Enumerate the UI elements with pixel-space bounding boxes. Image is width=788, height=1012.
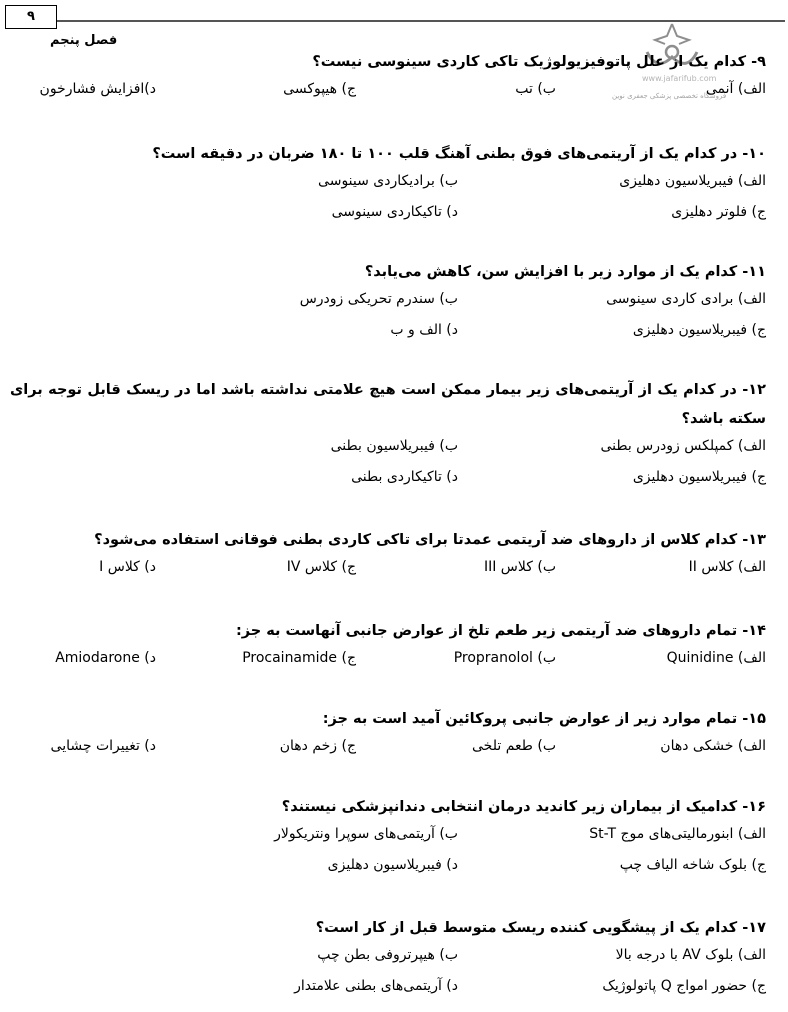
answer-option: ب) طعم تلخی <box>472 738 556 754</box>
question-15 <box>10 705 766 765</box>
question-title: ۱۳- کدام کلاس از داروهای ضد آریتمی عمدتا برای تاکی کاردی بطنی فوقانی استفاده می‌شود؟ <box>94 532 766 548</box>
answer-option: ج) Procainamide <box>242 650 356 666</box>
answer-option: الف) برادی کاردی سینوسی <box>606 291 766 307</box>
answer-option: الف) آنمی <box>705 81 766 97</box>
answer-option: ب) هیپرتروفی بطن چپ <box>317 947 458 963</box>
options-row <box>10 974 766 1005</box>
answer-option: ج) فلوتر دهلیزی <box>671 204 766 220</box>
answer-option: ج) فیبریلاسیون دهلیزی <box>632 469 766 485</box>
answer-option: د) فیبریلاسیون دهلیزی <box>327 857 458 873</box>
answer-option: د) تاکیکاردی سینوسی <box>331 204 458 220</box>
answer-option: د) کلاس I <box>99 559 156 575</box>
answer-option: د) تاکیکاردی بطنی <box>351 469 458 485</box>
options-row <box>10 853 766 884</box>
question-16 <box>10 793 766 884</box>
answer-option: ب) برادیکاردی سینوسی <box>318 173 458 189</box>
page-number: ۹ <box>5 5 57 29</box>
question-9 <box>10 48 766 108</box>
question-14 <box>10 617 766 677</box>
answer-option: الف) فیبریلاسیون دهلیزی <box>619 173 766 189</box>
question-title: ۱۵- تمام موارد زیر از عوارض جانبی پروکائین آمید است به جز: <box>322 711 766 727</box>
question-title: ۱۴- تمام داروهای ضد آریتمی زیر طعم تلخ از عوارض جانبی آنهاست به جز: <box>235 623 766 639</box>
answer-option: ج) زخم دهان <box>279 738 356 754</box>
answer-option: ج) حضور امواج Q پاتولوژیک <box>602 978 766 994</box>
answer-option: الف) کلاس II <box>688 559 766 575</box>
answer-option: ب) Propranolol <box>453 650 556 666</box>
question-11 <box>10 258 766 349</box>
options-row <box>10 434 766 465</box>
options-row <box>10 465 766 496</box>
answer-option: الف) بلوک AV با درجه بالا <box>615 947 766 963</box>
answer-option: ج) فیبریلاسیون دهلیزی <box>632 322 766 338</box>
question-12 <box>10 376 766 496</box>
answer-option: ب) سندرم تحریکی زودرس <box>299 291 458 307</box>
answer-option: الف) کمپلکس زودرس بطنی <box>600 438 766 454</box>
answer-option: الف) ابنورمالیتی‌های موج St-T <box>589 826 766 842</box>
question-title: ۱۰- در کدام یک از آریتمی‌های فوق بطنی آهنگ قلب ۱۰۰ تا ۱۸۰ ضربان در دقیقه است؟ <box>152 146 766 162</box>
answer-option: ج) هیپوکسی <box>283 81 356 97</box>
answer-option: د) آریتمی‌های بطنی علامتدار <box>294 978 458 994</box>
answer-option: ب) تب <box>515 81 556 97</box>
answer-option: ج) کلاس IV <box>286 559 356 575</box>
question-title: ۱۶- کدامیک از بیماران زیر کاندید درمان انتخابی دندانپزشکی نیستند؟ <box>281 799 766 815</box>
question-title: ۱۲- در کدام یک از آریتمی‌های زیر بیمار ممکن است هیچ علامتی نداشته باشد اما در ریسک قابل توجه برای سکته باشد؟ <box>10 382 766 427</box>
answer-option: ب) فیبریلاسیون بطنی <box>330 438 458 454</box>
logo-url: www.jafarifub.com <box>642 74 717 83</box>
answer-option: الف) خشکی دهان <box>660 738 766 754</box>
options-row <box>10 169 766 200</box>
question-title: ۱۷- کدام یک از پیشگویی کننده ریسک متوسط قبل از کار است؟ <box>315 920 766 936</box>
answer-option: ب) کلاس III <box>483 559 556 575</box>
options-row <box>10 734 766 765</box>
question-title: ۹- کدام یک از علل پاتوفیزیولوژیک تاکی کاردی سینوسی نیست؟ <box>312 54 766 70</box>
answer-option: د) تغییرات چشایی <box>50 738 156 754</box>
answer-option: د) Amiodarone <box>55 650 156 666</box>
options-row <box>10 77 766 108</box>
answer-option: ج) بلوک شاخه الیاف چپ <box>619 857 766 873</box>
chapter-title: فصل پنجم <box>50 33 118 48</box>
options-row <box>10 318 766 349</box>
options-row <box>10 287 766 318</box>
question-title: ۱۱- کدام یک از موارد زیر با افزایش سن، کاهش می‌یابد؟ <box>364 264 766 280</box>
answer-option: د)افزایش فشارخون <box>39 81 156 97</box>
options-row <box>10 555 766 586</box>
question-17 <box>10 914 766 1005</box>
answer-option: ب) آریتمی‌های سوپرا ونتریکولار <box>274 826 458 842</box>
options-row <box>10 200 766 231</box>
question-10 <box>10 140 766 231</box>
answer-option: د) الف و ب <box>390 322 458 338</box>
logo-shop-name: فروشگاه تخصصی پزشکی جعفری نوین <box>612 92 727 100</box>
options-row <box>10 943 766 974</box>
question-13 <box>10 526 766 586</box>
options-row <box>10 646 766 677</box>
answer-option: الف) Quinidine <box>666 650 766 666</box>
options-row <box>10 822 766 853</box>
